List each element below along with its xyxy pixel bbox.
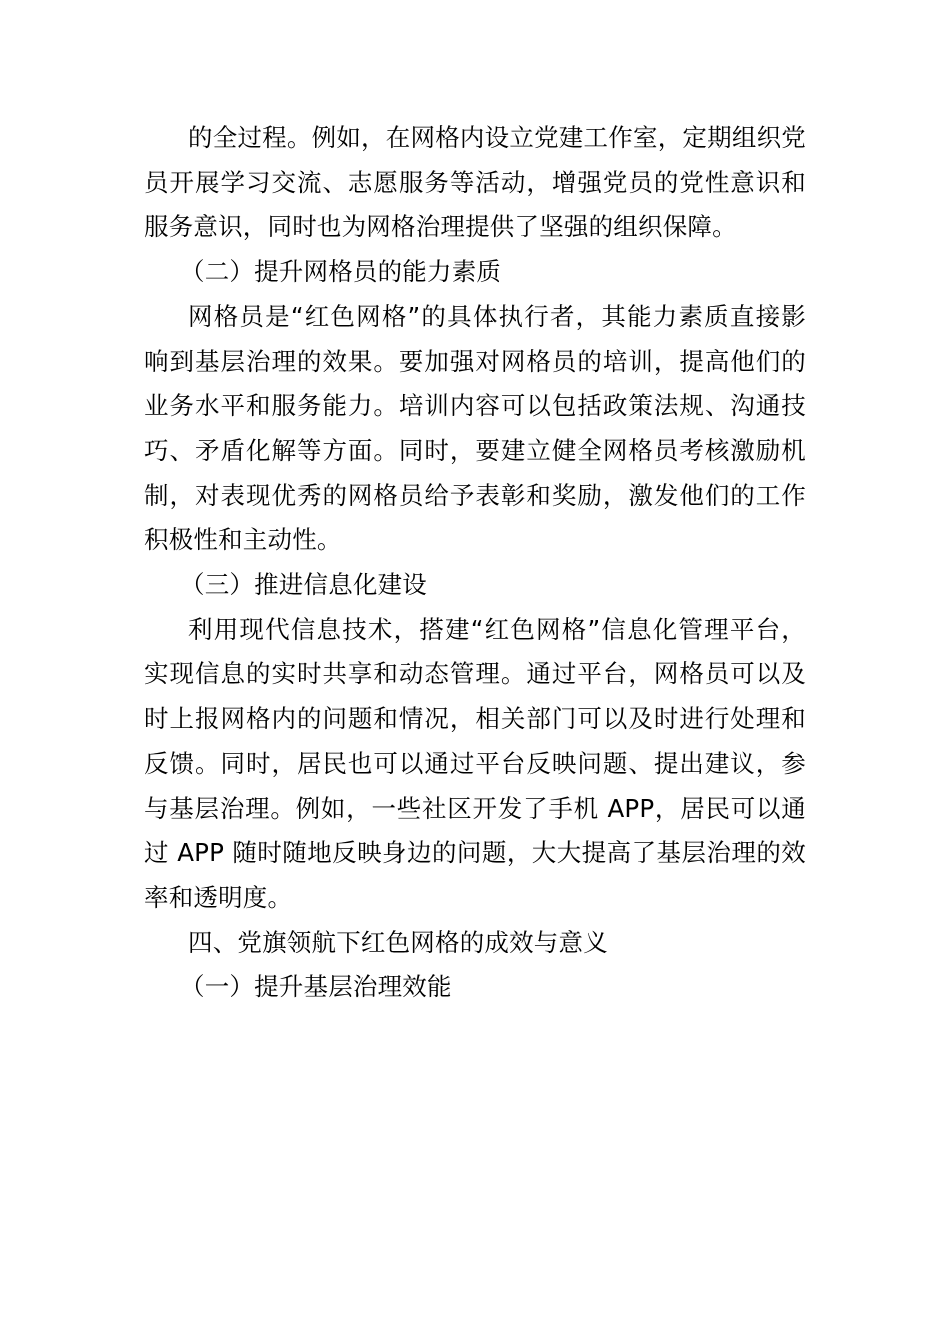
heading-grid-staff-ability: （二）提升网格员的能力素质 (180, 257, 502, 287)
paragraph-party-building-studio: 的全过程。例如，在网格内设立党建工作室，定期组织党员开展学习交流、志愿服务等活动，增强党员的党性意识和服务意识，同时也为网格治理提供了坚强的组织保障。 (144, 123, 806, 242)
heading-governance-efficiency: （一）提升基层治理效能 (180, 972, 452, 1002)
heading-informatization: （三）推进信息化建设 (180, 570, 427, 600)
heading-section-four: 四、党旗领航下红色网格的成效与意义 (188, 927, 608, 957)
document-body (144, 116, 806, 1010)
paragraph-information-platform: 利用现代信息技术，搭建“红色网格”信息化管理平台，实现信息的实时共享和动态管理。通过平台，网格员可以及时上报网格内的问题和情况，相关部门可以及时进行处理和反馈。同时，居民也可以通过平台反映问题、提出建议，参与基层治理。例如，一些社区开发了手机 APP，居民可以通过 APP 随时随地反映身边的问题，大大提高了基层治理的效率和透明度。 (144, 614, 806, 912)
paragraph-grid-staff-training: 网格员是“红色网格”的具体执行者，其能力素质直接影响到基层治理的效果。要加强对网格员的培训，提高他们的业务水平和服务能力。培训内容可以包括政策法规、沟通技巧、矛盾化解等方面。同时，要建立健全网格员考核激励机制，对表现优秀的网格员给予表彰和奖励，激发他们的工作积极性和主动性。 (144, 301, 806, 555)
